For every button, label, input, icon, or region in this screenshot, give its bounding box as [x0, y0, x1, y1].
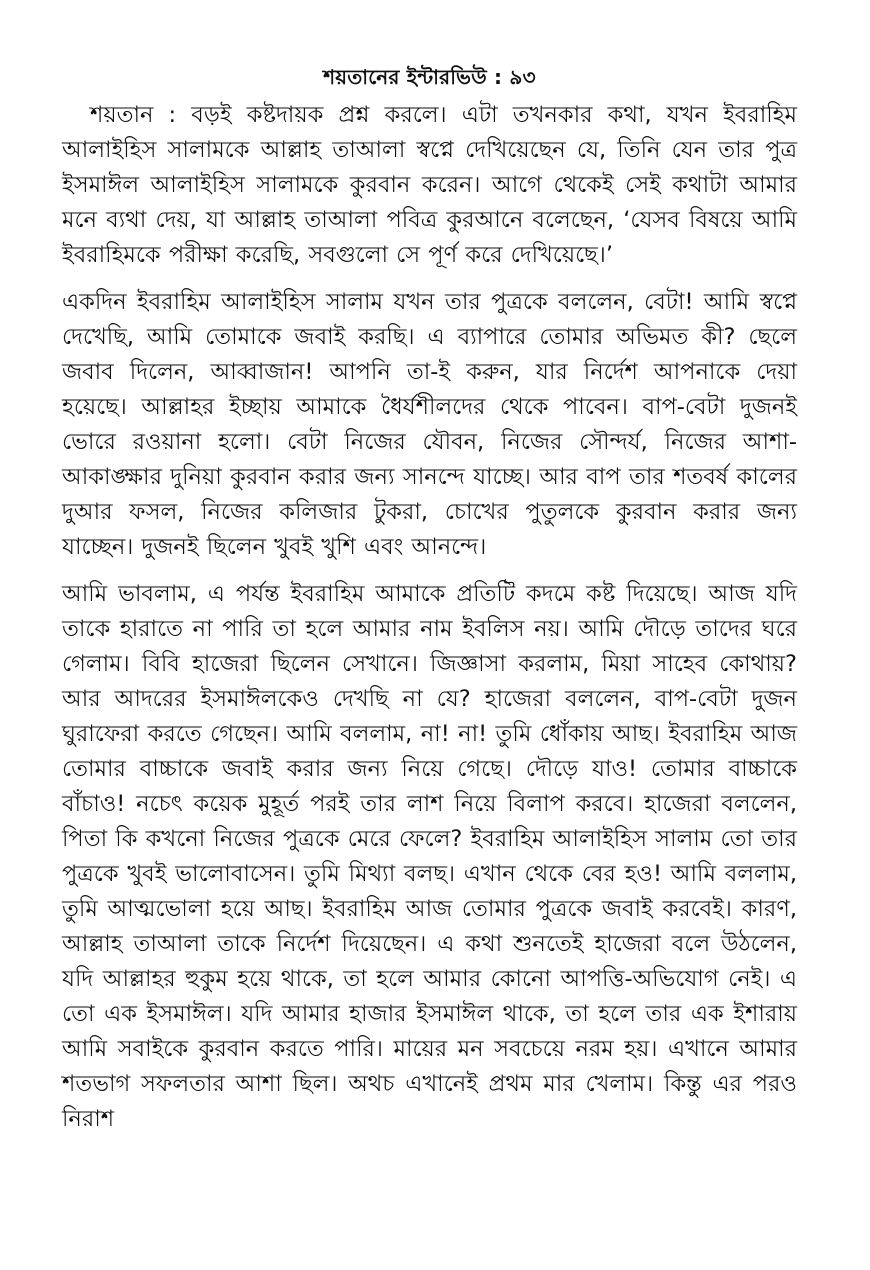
running-head: শয়তানের ইন্টারভিউ : ৯৩	[323, 65, 536, 89]
book-page	[62, 62, 797, 1262]
paragraph-2: একদিন ইবরাহিম আলাইহিস সালাম যখন তার পুত্রকে বললেন, বেটা! আমি স্বপ্নে দেখেছি, আমি তোমাকে জবাই করছি। এ ব্যাপারে তোমার অভিমত কী? ছেলে জবাব দিলেন, আব্বাজান! আপনি তা-ই করুন, যার নির্দেশ আপনাকে দেয়া হয়েছে। আল্লাহর ইচ্ছায় আমাকে ধৈর্যশীলদের থেকে পাবেন। বাপ-বেটা দুজনই ভোরে রওয়ানা হলো। বেটা নিজের যৌবন, নিজের সৌন্দর্য, নিজের আশা-আকাঙ্ক্ষার দুনিয়া কুরবান করার জন্য সানন্দে যাচ্ছে। আর বাপ তার শতবর্ষ কালের দুআর ফসল, নিজের কলিজার টুকরা, চোখের পুতুলকে কুরবান করার জন্য যাচ্ছেন। দুজনই ছিলেন খুবই খুশি এবং আনন্দে।	[62, 289, 797, 560]
paragraph-1: শয়তান : বড়ই কষ্টদায়ক প্রশ্ন করলে। এটা তখনকার কথা, যখন ইবরাহিম আলাইহিস সালামকে আল্লাহ তাআলা স্বপ্নে দেখিয়েছেন যে, তিনি যেন তার পুত্র ইসমাঈল আলাইহিস সালামকে কুরবান করেন। আগে থেকেই সেই কথাটা আমার মনে ব্যথা দেয়, যা আল্লাহ তাআলা পবিত্র কুরআনে বলেছেন, ‘যেসব বিষয়ে আমি ইবরাহিমকে পরীক্ষা করেছি, সবগুলো সে পূর্ণ করে দেখিয়েছে।’	[62, 102, 797, 268]
paragraph-3: আমি ভাবলাম, এ পর্যন্ত ইবরাহিম আমাকে প্রতিটি কদমে কষ্ট দিয়েছে। আজ যদি তাকে হারাতে না পারি তা হলে আমার নাম ইবলিস নয়। আমি দৌড়ে তাদের ঘরে গেলাম। বিবি হাজেরা ছিলেন সেখানে। জিজ্ঞাসা করলাম, মিয়া সাহেব কোথায়? আর আদরের ইসমাঈলকেও দেখছি না যে? হাজেরা বললেন, বাপ-বেটা দুজন ঘুরাফেরা করতে গেছেন। আমি বললাম, না! না! তুমি ধোঁকায় আছ। ইবরাহিম আজ তোমার বাচ্চাকে জবাই করার জন্য নিয়ে গেছে। দৌড়ে যাও! তোমার বাচ্চাকে বাঁচাও! নচেৎ কয়েক মুহূর্ত পরই তার লাশ নিয়ে বিলাপ করবে। হাজেরা বললেন, পিতা কি কখনো নিজের পুত্রকে মেরে ফেলে? ইবরাহিম আলাইহিস সালাম তো তার পুত্রকে খুবই ভালোবাসেন। তুমি মিথ্যা বলছ। এখান থেকে বের হও! আমি বললাম, তুমি আত্মভোলা হয়ে আছ। ইবরাহিম আজ তোমার পুত্রকে জবাই করবেই। কারণ, আল্লাহ তাআলা তাকে নির্দেশ দিয়েছেন। এ কথা শুনতেই হাজেরা বলে উঠলেন, যদি আল্লাহর হুকুম হয়ে থাকে, তা হলে আমার কোনো আপত্তি-অভিযোগ নেই। এ তো এক ইসমাঈল। যদি আমার হাজার ইসমাঈল থাকে, তা হলে তার এক ইশারায় আমি সবাইকে কুরবান করতে পারি। মায়ের মন সবচেয়ে নরম হয়। এখানে আমার শতভাগ সফলতার আশা ছিল। অথচ এখানেই প্রথম মার খেলাম। কিন্তু এর পরও নিরাশ	[62, 581, 797, 1132]
